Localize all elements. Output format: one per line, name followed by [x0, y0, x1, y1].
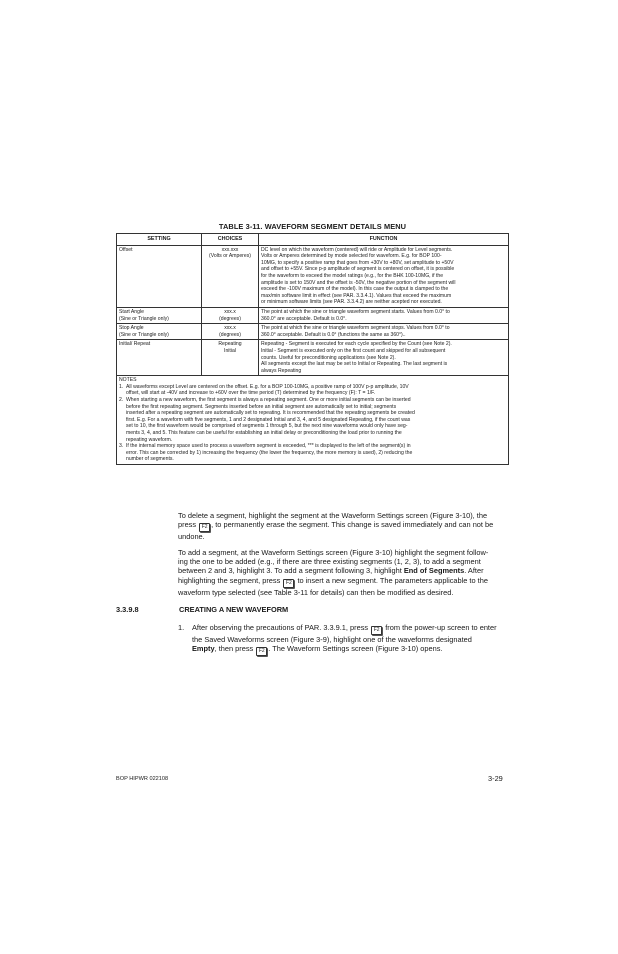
text-line	[178, 576, 509, 588]
function-key-icon: F2	[256, 647, 267, 656]
empty-label: Empty	[192, 644, 215, 654]
cell-setting	[117, 340, 202, 376]
text-line: waveform type selected (see Table 3-11 for details) can then be modified as desired.	[178, 587, 454, 597]
footer-doc-id: BOP HIPWR 022108	[116, 776, 169, 782]
cell-setting	[117, 324, 202, 340]
paragraph-add-segment	[178, 548, 509, 597]
cell-text: The point at which the sine or triangle waveform segment stops. Values from 0.0° to	[261, 325, 450, 332]
text-line	[178, 566, 509, 575]
note-line: error. This can be corrected by 1) increasing the frequency (the lower the frequency, the more memory is used), 2) reducing the	[126, 449, 413, 456]
table-row	[117, 307, 509, 323]
paragraph-delete-segment	[178, 511, 509, 541]
step-1	[178, 623, 509, 656]
notes-cell	[117, 376, 509, 465]
cell-function	[259, 245, 509, 307]
end-of-segments-label: End of Segments	[403, 566, 465, 576]
cell-choices	[202, 324, 259, 340]
text-span: After observing the precautions of PAR. 3.3.9.1, press	[192, 623, 369, 632]
note-line: offset, will start at -40V and increase to +60V over the time period (T) determined by the frequency (F): T = 1/F.	[126, 390, 376, 397]
text-span: . The Waveform Settings screen (Figure 3-10) opens.	[268, 644, 443, 654]
function-key-icon: F2	[199, 523, 210, 532]
note-line: If the internal memory space used to process a waveform segment is exceeded, *** is displayed to the left of the segment(s) in	[126, 443, 411, 450]
cell-text: 360.0° acceptable. Default is 0.0° (functions the same as 360°)..	[261, 331, 406, 338]
cell-text: Stop Angle	[119, 325, 144, 332]
note-line: All waveforms except Level are centered on the offset. E.g. for a BOP 100-10MG, a positive ramp of 100V p-p amplitude, 10V	[126, 383, 409, 390]
text-line: To delete a segment, highlight the segment at the Waveform Settings screen (Figure 3-10), the	[178, 511, 488, 520]
cell-text: Volts or Amperes determined by mode selected for waveform. E.g. for BOP 100-	[261, 253, 442, 260]
cell-function	[259, 340, 509, 376]
cell-text: max/min software limit in effect (see PAR. 3.3.4.1). Values that exceed the maximum	[261, 292, 452, 299]
cell-text: Initial - Segment is executed only on the first count and skipped for all subsequent	[261, 347, 446, 354]
cell-text: or minimum software limits (see PAR. 3.3.4.2) are neither acepted nor executed.	[261, 299, 442, 306]
cell-text: xxx.xxx	[221, 246, 239, 253]
note-number: 2.	[119, 397, 124, 404]
function-key-icon: F2	[283, 579, 294, 588]
cell-setting	[117, 307, 202, 323]
text-line: the Saved Waveforms screen (Figure 3-9), highlight one of the waveforms designated	[192, 635, 472, 644]
cell-text: exceed the -100V maximum of the model). In this case the output is clamped to the	[261, 286, 449, 293]
text-line	[192, 644, 509, 656]
note-line: before the first repeating segment. Segments inserted before an initial segment are automatically set to initial; segments	[126, 403, 397, 410]
step-text	[192, 623, 509, 656]
notes-title: NOTES	[119, 377, 137, 384]
text-span: , then press	[214, 644, 254, 654]
step-number: 1.	[178, 623, 185, 632]
note-number: 1.	[119, 383, 124, 390]
cell-text: (degrees)	[219, 331, 241, 338]
cell-text: (Sine or Triangle only)	[119, 331, 169, 338]
cell-text: 360.0° are acceptable. Default is 0.0°.	[261, 315, 347, 322]
cell-text: (Sine or Triangle only)	[119, 315, 169, 322]
cell-text: Offset	[119, 246, 133, 253]
text-span: , to permanently erase the segment. This change is saved immediately and can not be	[211, 520, 494, 530]
cell-text: Initial/ Repeat	[119, 341, 151, 348]
cell-text: counts. Useful for preconditioning applications (see Note 2).	[261, 354, 396, 361]
cell-text: All segments except the last may be set to Initial or Repeating. The last segment is	[261, 361, 448, 368]
notes-row	[117, 376, 509, 465]
cell-text: Start Angle	[119, 308, 144, 315]
cell-text: for the waveform to exceed the model ratings (e.g., for the BHK 100-10MG, if the	[261, 272, 444, 279]
cell-setting	[117, 245, 202, 307]
note-line: repeating waveform.	[126, 436, 173, 443]
cell-text: Initial	[224, 347, 236, 354]
note-line: set to 10, the first waveform would be comprised of segments 1 through 5, but the next nine waveforms would only have seg-	[126, 423, 408, 430]
cell-text: xxx.x	[224, 325, 236, 332]
text-span: highlighting the segment, press	[178, 575, 281, 585]
text-line	[192, 623, 509, 635]
cell-function	[259, 324, 509, 340]
cell-choices	[202, 245, 259, 307]
table-body	[117, 245, 509, 376]
text-span: between 2 and 3, highlight 3. To add a segment following 3, highlight	[178, 566, 402, 576]
cell-text: 10MG, to specify a positive ramp that goes from +30V to +80V, set amplitude to +50V	[261, 259, 454, 266]
cell-text: always Repeating	[261, 367, 302, 374]
note-line: inserted after a repeating segment are automatically set to repeating. It is recommended that the repeating segments be created	[126, 410, 415, 417]
note-item	[119, 443, 506, 463]
header-function: FUNCTION	[259, 234, 509, 246]
step-1-row	[178, 623, 509, 656]
cell-text: amplitude is set to 150V and the offset is -50V, the negative portion of the segment will	[261, 279, 456, 286]
table-title: TABLE 3-11. WAVEFORM SEGMENT DETAILS MENU	[218, 222, 407, 231]
table-row	[117, 324, 509, 340]
table-row	[117, 245, 509, 307]
cell-text: xxx.x	[224, 308, 236, 315]
text-span: from the power-up screen to enter	[385, 623, 497, 632]
section-heading	[116, 605, 288, 614]
cell-function	[259, 307, 509, 323]
cell-text: DC level on which the waveform (centered) will ride or Amplitude for Level segments.	[261, 246, 453, 253]
text-span: press	[178, 520, 197, 530]
waveform-segment-table	[116, 233, 509, 465]
cell-text: and offset to +55V. Since p-p amplitude of segment is centered on offset, it is possible	[261, 266, 455, 273]
cell-text: (degrees)	[219, 315, 241, 322]
section-number: 3.3.9.8	[116, 605, 139, 614]
text-span: to insert a new segment. The parameters applicable to the	[297, 575, 488, 585]
cell-choices	[202, 307, 259, 323]
function-key-icon: F2	[371, 626, 382, 635]
table-row	[117, 340, 509, 376]
header-setting: SETTING	[117, 234, 202, 246]
cell-text: The point at which the sine or triangle waveform segment starts. Values from 0.0° to	[261, 308, 450, 315]
cell-text: Repeating	[218, 341, 242, 348]
text-line	[178, 520, 509, 532]
note-text	[126, 397, 506, 443]
note-item	[119, 397, 506, 443]
cell-choices	[202, 340, 259, 376]
text-line: ing the one to be added (e.g., if there are three existing segments (1, 2, 3), to add a segment	[178, 557, 481, 567]
section-title: CREATING A NEW WAVEFORM	[179, 605, 289, 614]
text-line: undone.	[178, 532, 205, 542]
note-line: When starting a new waveform, the first segment is always a repeating segment. One or more initial segments can be inserted	[126, 397, 411, 404]
note-text	[126, 443, 506, 463]
table-header-row	[117, 234, 509, 246]
text-span: . After	[464, 566, 484, 576]
text-line: To add a segment, at the Waveform Settings screen (Figure 3-10) highlight the segment follow-	[178, 548, 489, 557]
cell-text: (Volts or Amperes)	[209, 253, 251, 260]
cell-text: Repeating - Segment is executed for each cycle specified by the Count (see Note 2).	[261, 341, 452, 348]
note-item	[119, 384, 506, 397]
note-text	[126, 384, 506, 397]
note-line: first. E.g. For a waveform with five segments, 1 and 2 designated Initial and 3, 4, and 5 designated Repeating, if the count was	[126, 416, 411, 423]
note-line: ments 3, 4, and 5. This feature can be useful for establishing an initial delay or preconditioning the load prior to running the	[126, 430, 402, 437]
note-number: 3.	[119, 443, 124, 450]
notes-list	[119, 384, 506, 463]
note-line: number of segments.	[126, 456, 174, 463]
header-choices: CHOICES	[202, 234, 259, 246]
footer-page-number: 3-29	[488, 774, 503, 783]
